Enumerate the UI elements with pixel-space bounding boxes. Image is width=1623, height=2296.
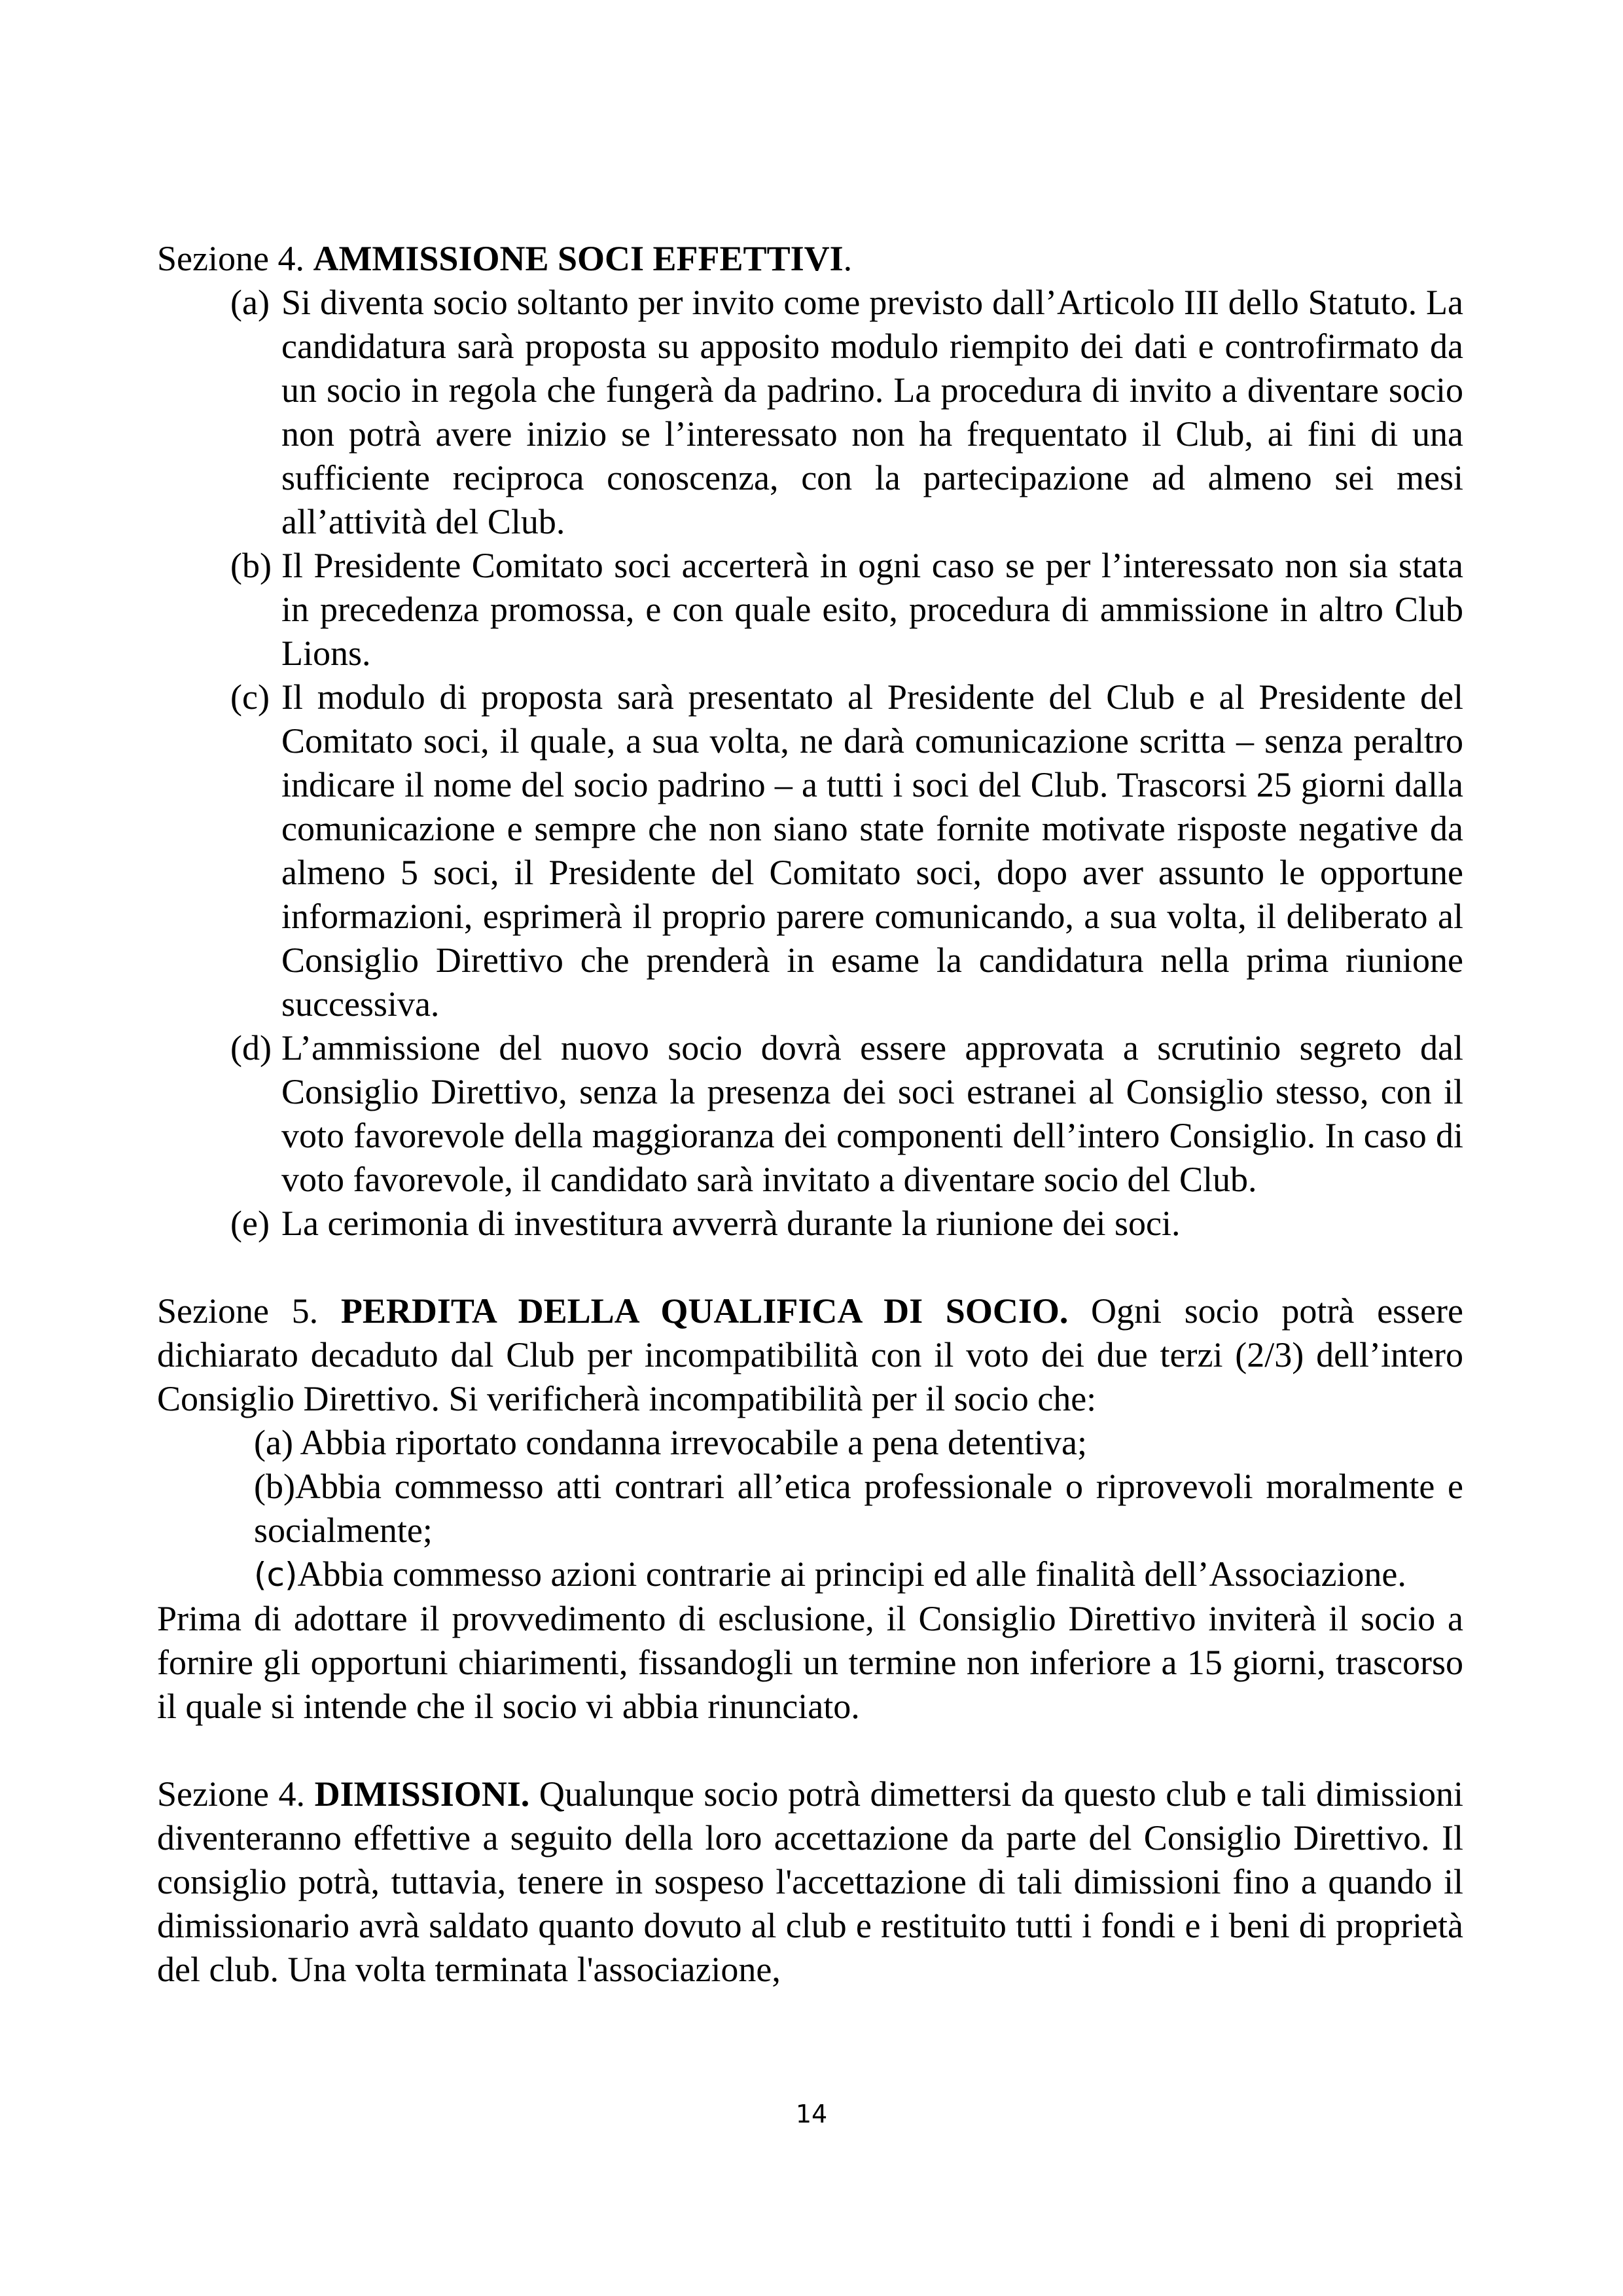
section-text: Qualunque socio potrà dimettersi da questo club e tali dimissioni diventeranno effettive a seguito della loro accettazione da parte del Consiglio Direttivo. Il consiglio potrà, tuttavia, tenere in sospeso l'accettazione di tali dimissioni fino a quando il dimissionario avrà saldato quanto dovuto al club e restituito tutti i fondi e i beni di proprietà del club. Una volta terminata l'associazione, <box>157 1774 1464 1989</box>
section-title: PERDITA DELLA QUALIFICA DI SOCIO. <box>340 1291 1069 1331</box>
list-item <box>157 1026 1463 1202</box>
list-item <box>157 1465 1463 1552</box>
list-item-text: Abbia riportato condanna irrevocabile a pena detentiva; <box>300 1423 1087 1462</box>
page-number: 14 <box>795 2100 828 2128</box>
section-intro-paragraph <box>157 1289 1463 1421</box>
list-marker: (b) <box>230 546 272 585</box>
list-item-text: Abbia commesso atti contrari all’etica professionale o riprovevoli moralmente e socialmente; <box>254 1467 1463 1550</box>
list-marker: (e) <box>230 1204 270 1243</box>
section-label: Sezione 4. <box>157 1774 306 1814</box>
section-heading <box>157 237 1463 281</box>
section-label: Sezione 4. <box>157 239 304 278</box>
incompatibility-list <box>157 1421 1463 1597</box>
section-dimissioni <box>157 1772 1463 1992</box>
list-item-text: Il modulo di proposta sarà presentato al Presidente del Club e al Presidente del Comitato soci, il quale, a sua volta, ne darà comunicazione scritta – senza peraltro indicare il nome del socio padrino – a tutti i soci del Club. Trascorsi 25 giorni dalla comunicazione e sempre che non siano state fornite motivate risposte negative da almeno 5 soci, il Presidente del Comitato soci, dopo aver assunto le opportune informazioni, esprimerà il proprio parere comunicando, a sua volta, il deliberato al Consiglio Direttivo che prenderà in esame la candidatura nella prima riunione successiva. <box>281 677 1463 1024</box>
document-page <box>157 237 1463 1992</box>
list-item <box>157 1421 1463 1465</box>
list-marker: (d) <box>230 1028 272 1067</box>
list-marker: (a) <box>254 1423 293 1462</box>
admission-list <box>157 281 1463 1246</box>
section-title: AMMISSIONE SOCI EFFETTIVI <box>313 239 844 278</box>
list-item <box>157 281 1463 544</box>
list-marker: (c) <box>254 1556 298 1594</box>
list-item <box>157 675 1463 1026</box>
section-perdita-qualifica <box>157 1289 1463 1729</box>
section-intro-text: Ogni socio potrà essere dichiarato decaduto dal Club per incompatibilità con il voto dei due terzi (2/3) dell’intero Consiglio Direttivo. Si verificherà incompatibilità per il socio che: <box>157 1291 1463 1418</box>
list-item <box>157 1552 1463 1597</box>
section-title: DIMISSIONI. <box>314 1774 530 1814</box>
section-ammissione <box>157 237 1463 1246</box>
list-marker: (b) <box>254 1467 295 1506</box>
list-item-text: La cerimonia di investitura avverrà durante la riunione dei soci. <box>281 1204 1181 1243</box>
list-marker: (a) <box>230 283 270 322</box>
list-item-text: L’ammissione del nuovo socio dovrà essere approvata a scrutinio segreto dal Consiglio Direttivo, senza la presenza dei soci estranei al Consiglio stesso, con il voto favorevole della maggioranza dei componenti dell’intero Consiglio. In caso di voto favorevole, il candidato sarà invitato a diventare socio del Club. <box>281 1028 1463 1199</box>
list-item <box>157 1202 1463 1246</box>
list-marker: (c) <box>230 677 270 717</box>
list-item-text: Si diventa socio soltanto per invito come previsto dall’Articolo III dello Statuto. La candidatura sarà proposta su apposito modulo riempito dei dati e controfirmato da un socio in regola che fungerà da padrino. La procedura di invito a diventare socio non potrà avere inizio se l’interessato non ha frequentato il Club, ai fini di una sufficiente reciproca conoscenza, con la partecipazione ad almeno sei mesi all’attività del Club. <box>281 283 1463 541</box>
section-title-end: . <box>843 239 853 278</box>
section-label: Sezione 5. <box>157 1291 319 1331</box>
section-paragraph <box>157 1772 1463 1992</box>
closing-paragraph: Prima di adottare il provvedimento di esclusione, il Consiglio Direttivo inviterà il socio a fornire gli opportuni chiarimenti, fissandogli un termine non inferiore a 15 giorni, trascorso il quale si intende che il socio vi abbia rinunciato. <box>157 1599 1463 1726</box>
list-item-text: Abbia commesso azioni contrarie ai principi ed alle finalità dell’Associazione. <box>297 1554 1406 1594</box>
list-item-text: Il Presidente Comitato soci accerterà in ogni caso se per l’interessato non sia stata in precedenza promossa, e con quale esito, procedura di ammissione in altro Club Lions. <box>281 546 1463 673</box>
list-item <box>157 544 1463 675</box>
